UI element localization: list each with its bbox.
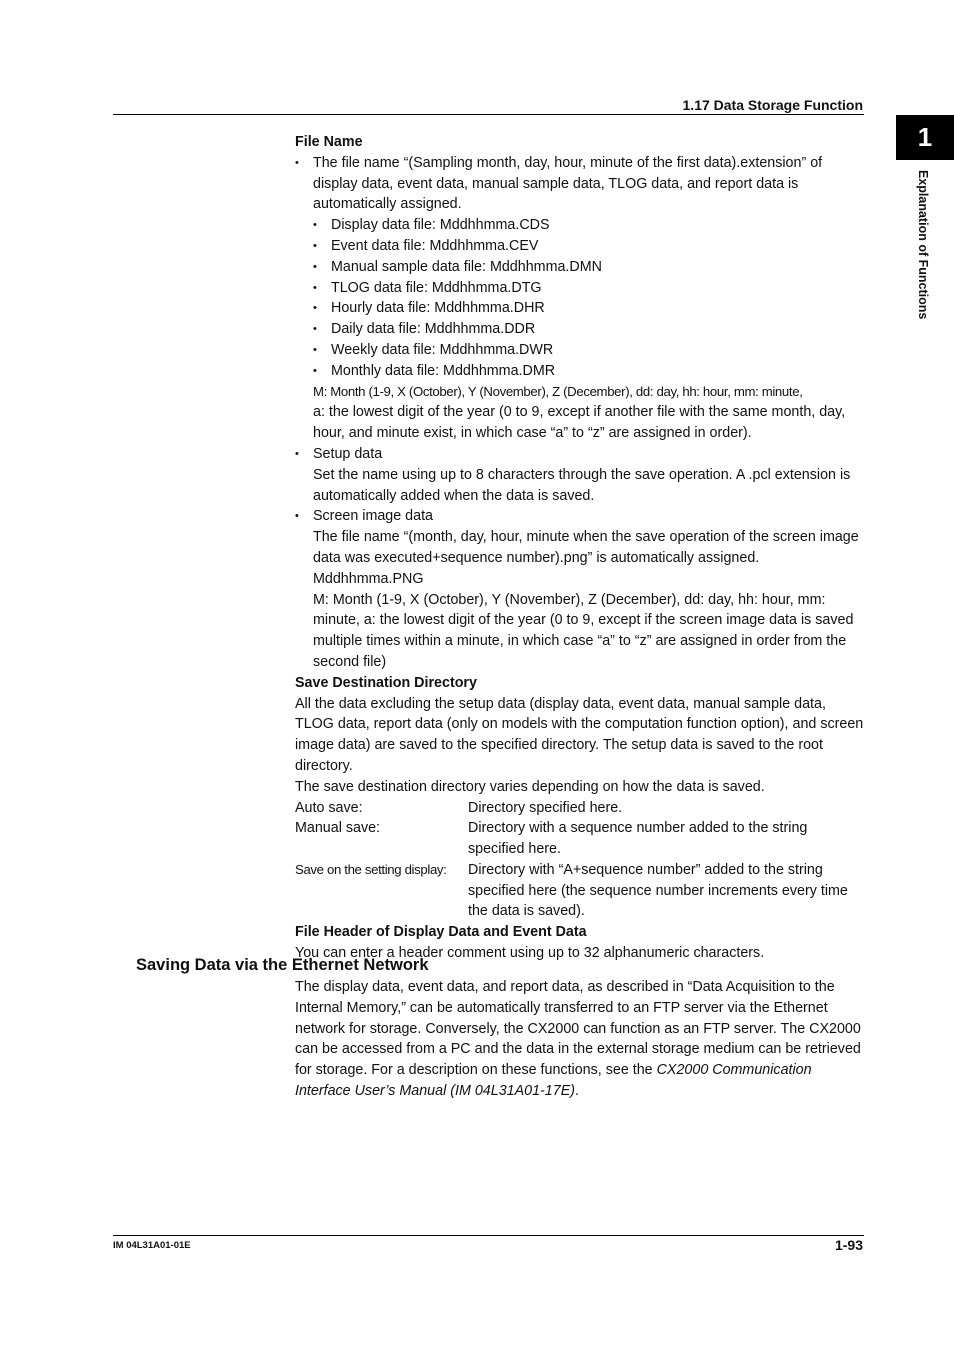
save-destination-text2: The save destination directory varies depending on how the data is saved. [295, 778, 765, 795]
setup-data-bullet: • Setup data [295, 444, 865, 465]
save-mode-row [295, 818, 865, 860]
list-item: • Weekly data file: Mddhhmma.DWR [313, 340, 865, 361]
list-item: • Display data file: Mddhhmma.CDS [313, 215, 865, 236]
manual-reference: CX2000 Communication Interface User’s Manual (IM 04L31A01-17E) [295, 1062, 812, 1099]
save-mode-value: Directory with “A+sequence number” added to the string specified here (the sequence number increments every time the data is saved). [468, 861, 848, 920]
list-item: • Manual sample data file: Mddhhmma.DMN [313, 257, 865, 278]
save-mode-label: Manual save: [295, 820, 381, 837]
page-number: 1-93 [834, 1237, 863, 1253]
file-name-heading: File Name [295, 134, 363, 150]
section-title: 1.17 Data Storage Function [682, 97, 863, 113]
ethernet-text-end: . [575, 1082, 579, 1099]
footer-rule [113, 1235, 864, 1236]
ethernet-paragraph [295, 977, 865, 1102]
file-name-intro: • The file name “(Sampling month, day, hour, minute of the first data).extension” of display data, event data, manual sample data, TLOG data, and report data is automatically assigned. [295, 153, 865, 215]
save-destination-text1: All the data excluding the setup data (display data, event data, manual sample data, TLOG data, report data (only on models with the computation function option), and screen image data) are saved to the specified directory. The setup data is saved to the root directory. [295, 695, 864, 774]
file-name-legend-line2: a: the lowest digit of the year (0 to 9, except if another file with the same month, day, hour, and minute exist, in which case “a” to “z” are assigned in order). [313, 404, 846, 442]
file-name-legend-line1: M: Month (1-9, X (October), Y (November), Z (December), dd: day, hh: hour, mm: minute, [313, 383, 803, 399]
file-type-list [295, 215, 865, 381]
save-mode-row [295, 798, 865, 819]
list-item: • Hourly data file: Mddhhmma.DHR [313, 298, 865, 319]
list-item: • TLOG data file: Mddhhmma.DTG [313, 278, 865, 299]
screen-image-text: The file name “(month, day, hour, minute when the save operation of the screen image data was executed+sequence number).png” is automatically assigned. [313, 529, 859, 566]
ethernet-heading: Saving Data via the Ethernet Network [136, 956, 429, 974]
save-mode-row [295, 860, 865, 922]
file-header-text: You can enter a header comment using up to 32 alphanumeric characters. [295, 945, 765, 962]
save-mode-label: Save on the setting display: [295, 861, 447, 877]
header-rule [113, 114, 864, 115]
ethernet-text: The display data, event data, and report data, as described in “Data Acquisition to the Internal Memory,” can be automatically transferred to an FTP server via the Ethernet network for storage. Conversely, the CX2000 can function as an FTP server. The CX2000 can be accessed from a PC and the data in the external storage medium can be retrieved for storage. For a description on these functions, see the [295, 979, 861, 1079]
list-item: • Monthly data file: Mddhhmma.DMR [313, 361, 865, 382]
save-mode-value: Directory with a sequence number added to the string specified here. [468, 820, 808, 858]
list-item: • Event data file: Mddhhmma.CEV [313, 236, 865, 257]
file-header-heading: File Header of Display Data and Event Data [295, 924, 587, 941]
chapter-side-label: Explanation of Functions [916, 170, 930, 320]
screen-image-bullet: • Screen image data [295, 506, 865, 527]
screen-image-example: Mddhhmma.PNG [313, 570, 424, 587]
chapter-tab: 1 [896, 115, 954, 160]
setup-data-text: Set the name using up to 8 characters through the save operation. A .pcl extension is automatically added when the data is saved. [313, 466, 851, 504]
file-name-section [295, 132, 865, 964]
document-id: IM 04L31A01-01E [113, 1240, 191, 1251]
save-destination-heading: Save Destination Directory [295, 674, 477, 691]
save-mode-label: Auto save: [295, 799, 363, 816]
save-mode-value: Directory specified here. [468, 799, 623, 816]
screen-image-legend: M: Month (1-9, X (October), Y (November), Z (December), dd: day, hh: hour, mm: minute, a: the lowest digit of the year (0 to 9, except if the screen image data is saved multiple times within a minute, in which case “a” to “z” are assigned in order from the second file) [313, 591, 854, 670]
list-item: • Daily data file: Mddhhmma.DDR [313, 319, 865, 340]
